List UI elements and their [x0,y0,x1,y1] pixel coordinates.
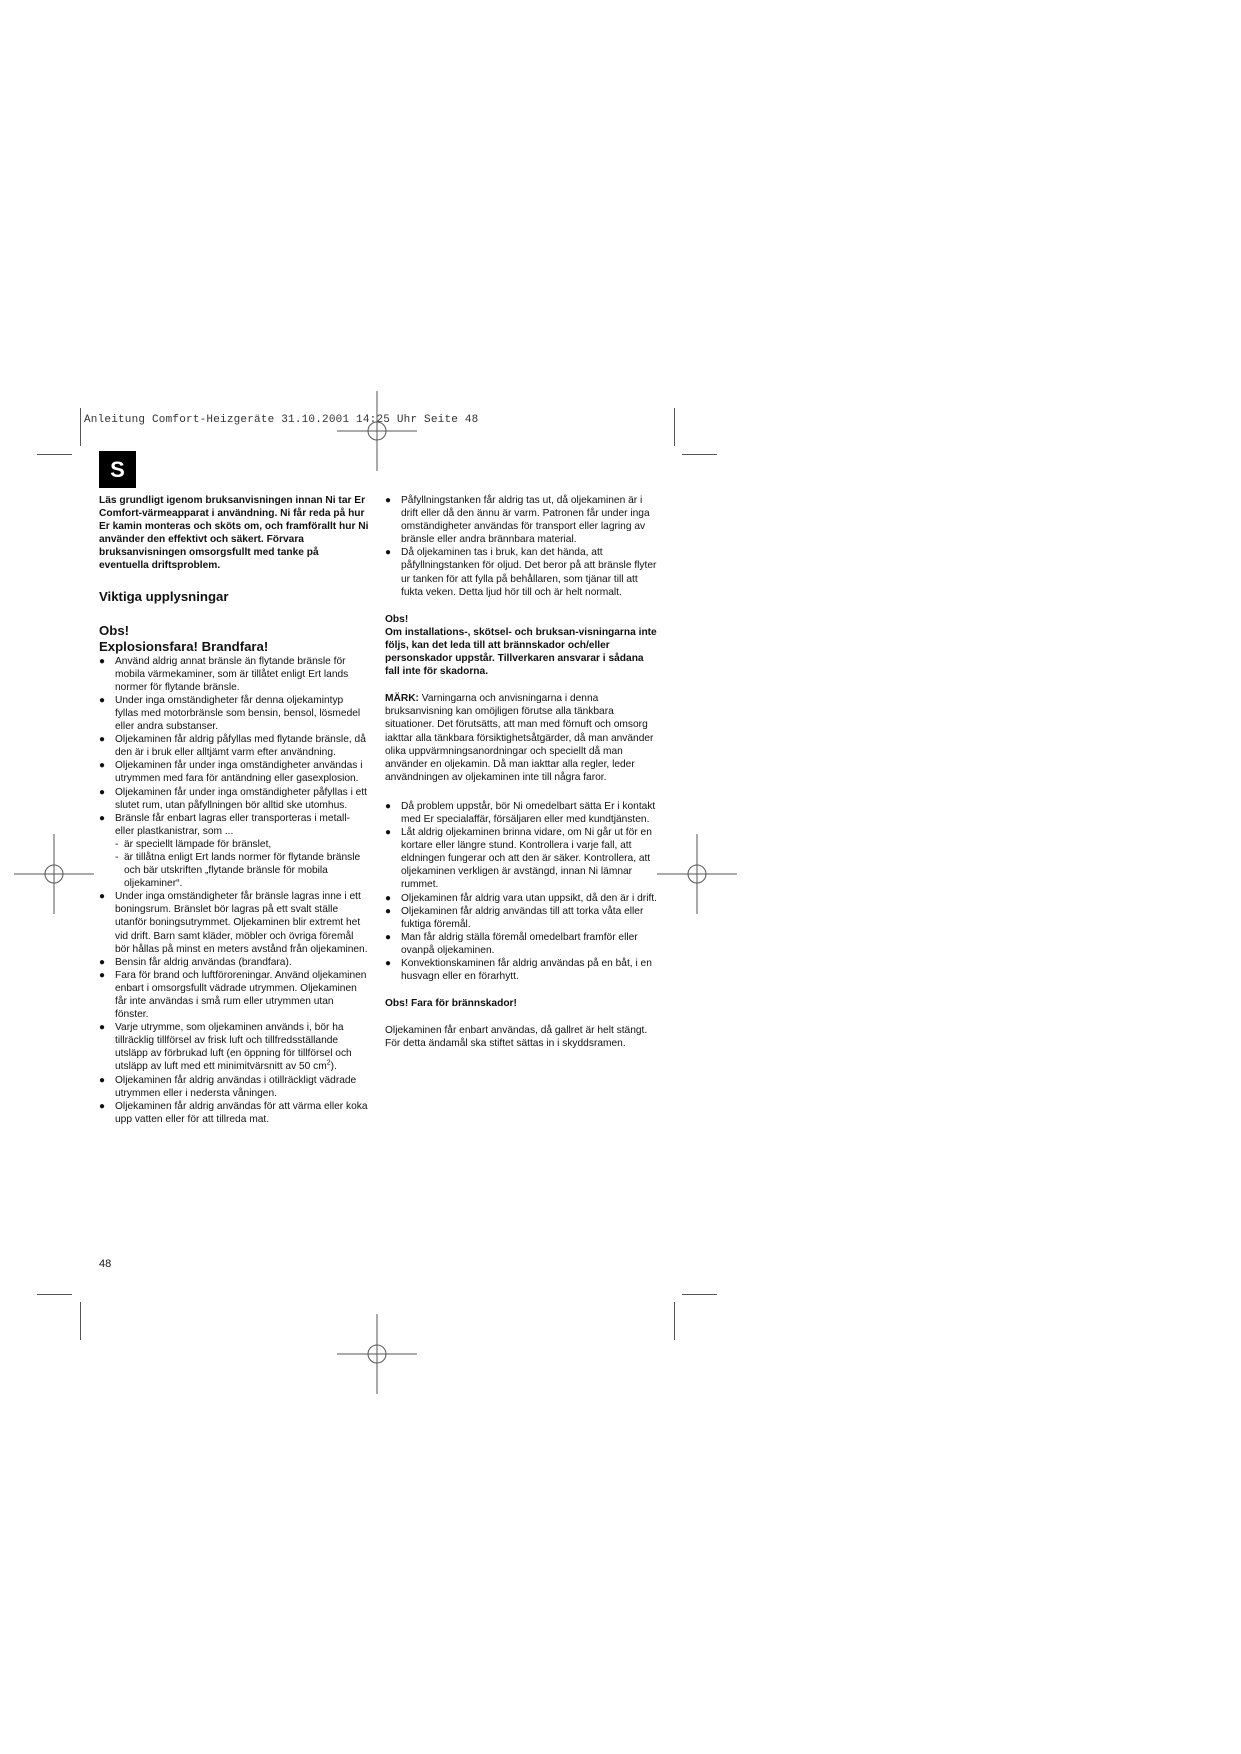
bullet-icon: ● [99,1100,106,1112]
registration-mark-bottom [337,1314,417,1394]
list-item: ● Oljekaminen får aldrig användas till att torka våta eller fuktiga föremål. [385,905,644,930]
list-item: ● Under inga omständigheter får bränsle lagras inne i ett boningsrum. Bränslet bör lagras på ett svalt ställe utanför boningsutrymmet. Oljekaminen blir extremt het vid drift. Barn samt kläder, möbler och övriga föremål bör hållas på minst en meters avstånd från oljekaminen. [99,891,368,955]
warning-title-fire: Explosionsfara! Brandfara! [99,638,269,654]
obs-label: Obs! [385,613,409,625]
list-item: ● Oljekaminen får aldrig användas för att värma eller koka upp vatten eller för att tillreda mat. [99,1100,368,1125]
bullet-icon: ● [99,956,106,968]
list-item: ● Oljekaminen får under inga omständigheter påfyllas i ett slutet rum, utan påfyllningen bör alltid ske utomhus. [99,786,367,811]
bullet-icon: ● [99,1022,106,1034]
bullet-icon: ● [99,694,106,706]
bullet-icon: ● [385,495,392,506]
page-number: 48 [99,1258,112,1270]
bullet-icon: ● [385,892,392,904]
list-item: ● Använd aldrig annat bränsle än flytande bränsle för mobila värmekaminer, som är tillåtet enligt Ert lands normer för flytande bränsle. [99,655,349,693]
list-item: ● Låt aldrig oljekaminen brinna vidare, om Ni går ut för en kortare eller längre stund. Kontrollera i varje fall, att eldningen fungerar och att den är säker. Kontrollera, att oljekaminen verkligen är avstängd, innan Ni lämnar rummet. [385,827,652,891]
bullet-icon: ● [385,800,392,812]
bullet-icon: ● [99,812,106,824]
section-title: Viktiga upplysningar [99,588,229,604]
list-item: ● Under inga omständigheter får denna oljekamintyp fyllas med motorbränsle som bensin, bensol, lösmedel eller andra substanser. [99,694,361,733]
sub-list-item: - är tillåtna enligt Ert lands normer för flytande bränsle och bär utskriften „flytande bränsle för mobila oljekaminer“. [115,851,361,890]
registration-mark-top [337,391,417,471]
mark-note [385,692,660,784]
warning-title-obs: Obs! [99,622,130,638]
obs-warning-text: Om installations-, skötsel- och bruksan-visningarna inte följs, kan det leda till att brännskador och/eller personskador uppstår. Tillverkaren ansvarar i sådana fall inte för skadorna. [385,626,657,678]
bullet-icon: ● [385,958,392,969]
crop-mark-top-right-vertical [674,408,675,446]
bullet-icon: ● [385,931,392,943]
bullet-icon: ● [385,905,392,917]
mark-text: Varningarna och anvisningarna i denna bruksanvisning kan omöjligen förutse alla tänkbara situationer. Det förutsätts, att man med förnuft och omsorg iakttar alla tänkbara försiktighetsåtgärder, då man använder olika uppvärmningsanordningar och speciellt då man använder en oljekamin. Då man iakttar alla regler, leder användningen av oljekaminen inte till några faror. [385,693,654,783]
bullet-icon: ● [385,827,392,839]
bullet-icon: ● [99,969,106,981]
bullet-icon: ● [99,734,106,746]
list-item: ● Bensin får aldrig användas (brandfara). [99,956,292,968]
bullet-icon: ● [385,547,392,559]
list-item: ● Oljekaminen får aldrig påfyllas med flytande bränsle, då den är i bruk eller alltjämt varm efter användning. [99,734,366,759]
crop-mark-top-right-horizontal [682,454,717,455]
registration-mark-left [14,834,94,914]
crop-mark-bottom-right-horizontal [682,1294,717,1295]
bullet-icon: ● [99,891,106,903]
language-badge: S [99,451,136,488]
list-item: ● Då oljekaminen tas i bruk, kan det hända, att påfyllningstanken för oljud. Det beror på att bränsle flyter ur tanken för att fylla på behållaren, som tjänar till att fukta veken. Detta ljud hör till och är helt normalt. [385,547,657,598]
list-item: ● Fara för brand och luftföroreningar. Använd oljekaminen enbart i omsorgsfullt vädrade utrymmen. Oljekaminen får inte användas i små rum eller utrymmen utan fönster. [99,969,367,1021]
mark-label: MÄRK: [385,693,419,705]
burn-warning-title: Obs! Fara för brännskador! [385,998,517,1010]
registration-mark-right [657,834,737,914]
burn-warning-text: Oljekaminen får enbart användas, då gallret är helt stängt. För detta ändamål ska stiftet sättas in i skyddsramen. [385,1025,648,1050]
safety-list [99,655,369,1126]
list-item: ● Oljekaminen får aldrig vara utan uppsikt, då den är i drift. [385,892,657,904]
intro-paragraph: Läs grundligt igenom bruksanvisningen innan Ni tar Er Comfort-värmeapparat i användning. Ni får reda på hur Er kamin monteras och sköts om, och framförallt hur Ni använder den effektivt och säkert. Förvara bruksanvisningen omsorgsfullt med tanke på eventuella driftsproblem. [99,495,369,572]
crop-mark-bottom-left-horizontal [37,1294,72,1295]
crop-mark-top-left-horizontal [37,454,72,455]
print-header: Anleitung Comfort-Heizgeräte 31.10.2001 14:25 Uhr Seite 48 [84,414,479,426]
list-item: ● Påfyllningstanken får aldrig tas ut, då oljekaminen är i drift eller då den ännu är varm. Patronen får under inga omständigheter användas för transport eller lagring av bränsle eller andra brännbara material. [385,495,650,546]
crop-mark-bottom-left-vertical [80,1302,81,1340]
operation-list [385,800,660,983]
bullet-icon: ● [99,760,106,772]
sub-list [115,838,369,890]
list-item: ● Då problem uppstår, bör Ni omedelbart sätta Er i kontakt med Er specialaffär, försäljaren eller med kundtjänsten. [385,800,656,825]
bullet-icon: ● [99,1074,106,1086]
crop-mark-top-left-vertical [80,408,81,446]
tank-list [385,494,660,599]
left-column [99,494,369,1126]
list-item: ● Varje utrymme, som oljekaminen används i, bör ha tillräcklig tillförsel av frisk luft och tillfredsställande utsläpp av förbrukad luft (en öppning för tillförsel och utsläpp av luft med ett minimitvärsnitt av 50 $cm^2$). [99,1022,352,1073]
right-column [385,494,660,1050]
list-item: ● Bränsle får enbart lagras eller transporteras i metall- eller plastkanistrar, som ... - är speciellt lämpade för bränslet, - är tillåtna enligt Ert lands normer för flytande bränsle och bär utskriften „flytande bränsle för mobila oljekaminer“. [99,812,369,891]
list-item: ● Oljekaminen får aldrig användas i otillräckligt vädrade utrymmen eller i nedersta våningen. [99,1074,357,1099]
bullet-icon: ● [99,786,106,798]
sub-list-item: - är speciellt lämpade för bränslet, [115,838,272,850]
crop-mark-bottom-right-vertical [674,1302,675,1340]
list-item: ● Man får aldrig ställa föremål omedelbart framför eller ovanpå oljekaminen. [385,931,638,956]
list-item: ● Konvektionskaminen får aldrig användas på en båt, i en husvagn eller en förarhytt. [385,958,652,983]
bullet-icon: ● [99,655,106,667]
list-item: ● Oljekaminen får under inga omständigheter användas i utrymmen med fara för antändning eller gasexplosion. [99,760,363,785]
